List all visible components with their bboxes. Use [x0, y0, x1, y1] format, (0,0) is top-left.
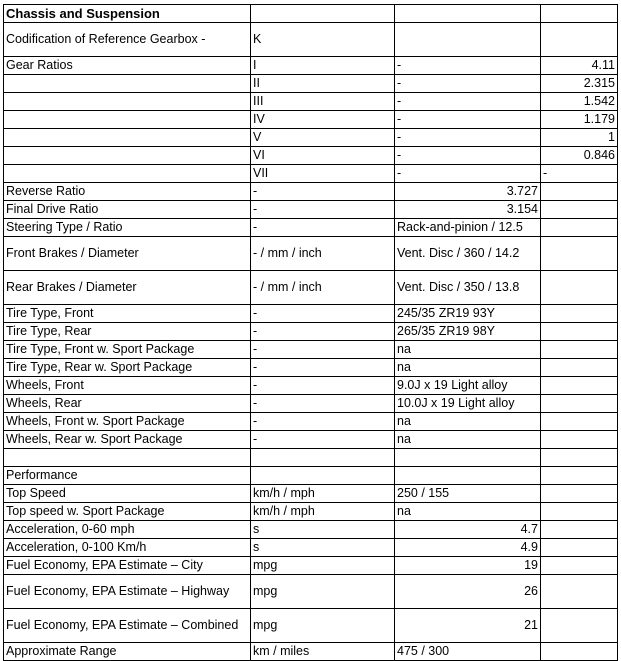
row-label [4, 147, 251, 165]
table-row [4, 183, 618, 201]
row-value: 19 [395, 557, 541, 575]
row-label: Tire Type, Front w. Sport Package [4, 341, 251, 359]
table-row [4, 147, 618, 165]
row-value: na [395, 413, 541, 431]
row-unit: - / mm / inch [251, 271, 395, 305]
row-value: na [395, 431, 541, 449]
row-unit: km/h / mph [251, 503, 395, 521]
table-row [4, 23, 618, 57]
row-value: Vent. Disc / 350 / 13.8 [395, 271, 541, 305]
row-value: Rack-and-pinion / 12.5 [395, 219, 541, 237]
row-label [4, 111, 251, 129]
row-value [395, 23, 541, 57]
table-row [4, 111, 618, 129]
row-label: Tire Type, Front [4, 305, 251, 323]
row-extra [541, 643, 618, 661]
table-row [4, 75, 618, 93]
row-extra: 1.179 [541, 111, 618, 129]
row-label [4, 449, 251, 467]
table-row [4, 129, 618, 147]
row-label: Top Speed [4, 485, 251, 503]
row-extra: - [541, 165, 618, 183]
row-extra [541, 557, 618, 575]
table-row [4, 557, 618, 575]
row-label: Reverse Ratio [4, 183, 251, 201]
row-label: Wheels, Rear w. Sport Package [4, 431, 251, 449]
row-unit: - [251, 219, 395, 237]
row-extra [541, 521, 618, 539]
row-value: na [395, 503, 541, 521]
row-value: 21 [395, 609, 541, 643]
row-extra [541, 467, 618, 485]
row-extra [541, 219, 618, 237]
row-unit: mpg [251, 609, 395, 643]
row-label: Performance [4, 467, 251, 485]
empty-cell [541, 5, 618, 23]
row-unit: - [251, 395, 395, 413]
table-row [4, 237, 618, 271]
table-row [4, 643, 618, 661]
row-unit [251, 449, 395, 467]
row-extra [541, 503, 618, 521]
row-value: - [395, 93, 541, 111]
row-value: 245/35 ZR19 93Y [395, 305, 541, 323]
row-unit: - [251, 305, 395, 323]
table-row [4, 165, 618, 183]
row-label: Wheels, Front w. Sport Package [4, 413, 251, 431]
row-label: Fuel Economy, EPA Estimate – Combined [4, 609, 251, 643]
row-label: Tire Type, Rear w. Sport Package [4, 359, 251, 377]
table-row [4, 377, 618, 395]
table-row [4, 395, 618, 413]
empty-cell [395, 5, 541, 23]
row-extra [541, 323, 618, 341]
row-extra [541, 237, 618, 271]
row-unit: km / miles [251, 643, 395, 661]
row-label: Top speed w. Sport Package [4, 503, 251, 521]
row-unit: - [251, 341, 395, 359]
row-label: Acceleration, 0-100 Km/h [4, 539, 251, 557]
row-label [4, 93, 251, 111]
row-extra [541, 449, 618, 467]
table-row [4, 5, 618, 23]
table-row [4, 503, 618, 521]
row-value: 475 / 300 [395, 643, 541, 661]
row-value: 3.154 [395, 201, 541, 219]
row-value: Vent. Disc / 360 / 14.2 [395, 237, 541, 271]
row-extra [541, 539, 618, 557]
row-value: 265/35 ZR19 98Y [395, 323, 541, 341]
row-label: Gear Ratios [4, 57, 251, 75]
row-value: 4.9 [395, 539, 541, 557]
row-unit: - [251, 431, 395, 449]
row-value: 26 [395, 575, 541, 609]
row-extra [541, 341, 618, 359]
row-extra [541, 305, 618, 323]
row-unit: II [251, 75, 395, 93]
row-label: Rear Brakes / Diameter [4, 271, 251, 305]
table-row [4, 521, 618, 539]
empty-cell [251, 5, 395, 23]
row-value: - [395, 147, 541, 165]
row-extra: 1.542 [541, 93, 618, 111]
section-title: Chassis and Suspension [4, 5, 251, 23]
row-value: - [395, 165, 541, 183]
table-row [4, 413, 618, 431]
row-unit: s [251, 521, 395, 539]
row-value: 3.727 [395, 183, 541, 201]
row-value [395, 467, 541, 485]
row-extra [541, 485, 618, 503]
table-row [4, 93, 618, 111]
row-unit: - [251, 201, 395, 219]
row-unit: - [251, 377, 395, 395]
row-unit: mpg [251, 575, 395, 609]
row-extra: 0.846 [541, 147, 618, 165]
table-row [4, 305, 618, 323]
table-row [4, 575, 618, 609]
row-label [4, 165, 251, 183]
row-unit: - [251, 183, 395, 201]
table-row [4, 485, 618, 503]
row-extra: 2.315 [541, 75, 618, 93]
row-unit: VI [251, 147, 395, 165]
row-label: Front Brakes / Diameter [4, 237, 251, 271]
table-row [4, 431, 618, 449]
table-row [4, 467, 618, 485]
row-extra [541, 23, 618, 57]
table-row [4, 359, 618, 377]
row-unit: - [251, 359, 395, 377]
row-value: 10.0J x 19 Light alloy [395, 395, 541, 413]
row-extra [541, 359, 618, 377]
row-unit: I [251, 57, 395, 75]
table-row [4, 57, 618, 75]
row-unit: V [251, 129, 395, 147]
row-value: 250 / 155 [395, 485, 541, 503]
row-unit: - [251, 413, 395, 431]
row-extra: 1 [541, 129, 618, 147]
row-value: - [395, 111, 541, 129]
row-extra [541, 413, 618, 431]
row-unit: III [251, 93, 395, 111]
row-extra [541, 609, 618, 643]
table-row [4, 341, 618, 359]
table-row [4, 201, 618, 219]
row-extra [541, 395, 618, 413]
row-label: Tire Type, Rear [4, 323, 251, 341]
row-extra [541, 183, 618, 201]
row-extra [541, 377, 618, 395]
row-label: Acceleration, 0-60 mph [4, 521, 251, 539]
row-unit: km/h / mph [251, 485, 395, 503]
table-row [4, 323, 618, 341]
row-value: na [395, 359, 541, 377]
row-unit: mpg [251, 557, 395, 575]
spec-table [3, 4, 618, 661]
row-unit: IV [251, 111, 395, 129]
row-label: Fuel Economy, EPA Estimate – Highway [4, 575, 251, 609]
table-row [4, 271, 618, 305]
row-unit: VII [251, 165, 395, 183]
row-value: 4.7 [395, 521, 541, 539]
row-label: Codification of Reference Gearbox - [4, 23, 251, 57]
row-label [4, 129, 251, 147]
row-unit: s [251, 539, 395, 557]
row-extra [541, 575, 618, 609]
row-unit [251, 467, 395, 485]
table-row [4, 449, 618, 467]
row-extra [541, 271, 618, 305]
table-row [4, 539, 618, 557]
row-value: - [395, 129, 541, 147]
row-extra [541, 431, 618, 449]
spec-table-body [4, 5, 618, 661]
row-value: 9.0J x 19 Light alloy [395, 377, 541, 395]
row-value [395, 449, 541, 467]
table-row [4, 609, 618, 643]
row-label: Final Drive Ratio [4, 201, 251, 219]
row-unit: - / mm / inch [251, 237, 395, 271]
row-extra [541, 201, 618, 219]
row-label: Fuel Economy, EPA Estimate – City [4, 557, 251, 575]
row-label: Wheels, Front [4, 377, 251, 395]
row-unit: - [251, 323, 395, 341]
row-label: Wheels, Rear [4, 395, 251, 413]
row-extra: 4.11 [541, 57, 618, 75]
row-label: Steering Type / Ratio [4, 219, 251, 237]
row-value: - [395, 57, 541, 75]
row-unit: K [251, 23, 395, 57]
row-value: na [395, 341, 541, 359]
row-label: Approximate Range [4, 643, 251, 661]
row-value: - [395, 75, 541, 93]
table-row [4, 219, 618, 237]
row-label [4, 75, 251, 93]
